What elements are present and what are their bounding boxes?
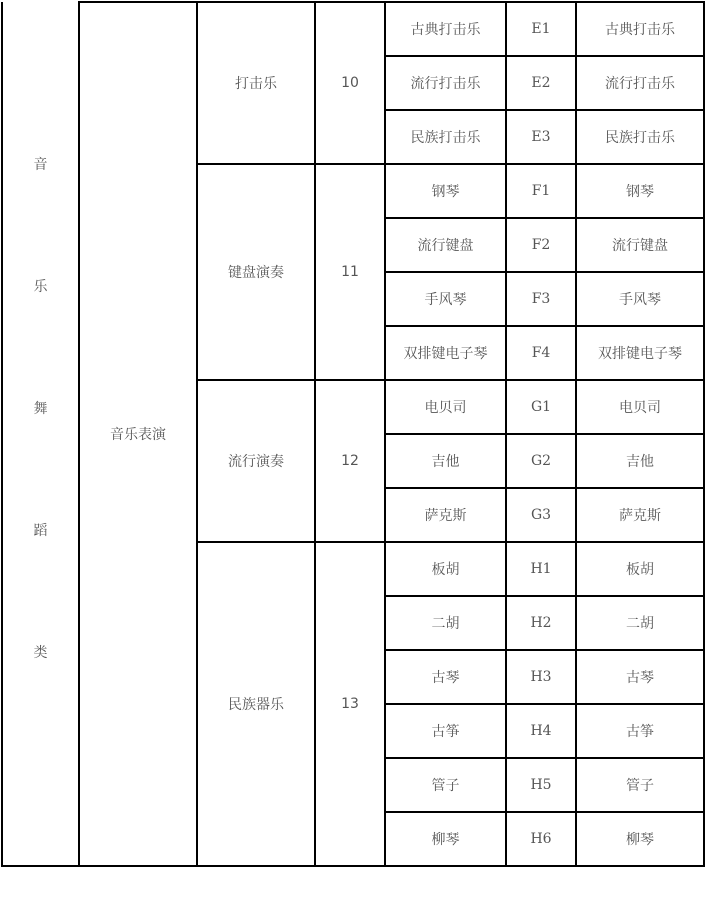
item-name2-cell: 萨克斯 — [576, 488, 704, 542]
item-name-cell: 吉他 — [385, 434, 506, 488]
item-name-cell: 钢琴 — [385, 164, 506, 218]
item-name2-cell: 古筝 — [576, 704, 704, 758]
item-name-cell: 双排键电子琴 — [385, 326, 506, 380]
item-name2-cell: 管子 — [576, 758, 704, 812]
item-code-cell: H5 — [506, 758, 576, 812]
category-char: 蹈 — [33, 522, 48, 539]
item-name-cell: 古琴 — [385, 650, 506, 704]
item-code-cell: F1 — [506, 164, 576, 218]
group-name-cell: 流行演奏 — [197, 380, 315, 542]
item-code-cell: E2 — [506, 56, 576, 110]
item-name-cell: 萨克斯 — [385, 488, 506, 542]
group-name-cell: 打击乐 — [197, 2, 315, 164]
item-name2-cell: 柳琴 — [576, 812, 704, 866]
item-code-cell: H6 — [506, 812, 576, 866]
item-name2-cell: 吉他 — [576, 434, 704, 488]
item-name-cell: 管子 — [385, 758, 506, 812]
item-name2-cell: 二胡 — [576, 596, 704, 650]
item-name2-cell: 电贝司 — [576, 380, 704, 434]
item-code-cell: E1 — [506, 2, 576, 56]
item-name-cell: 民族打击乐 — [385, 110, 506, 164]
item-code-cell: G3 — [506, 488, 576, 542]
item-code-cell: F3 — [506, 272, 576, 326]
item-name2-cell: 钢琴 — [576, 164, 704, 218]
item-name2-cell: 流行打击乐 — [576, 56, 704, 110]
item-name-cell: 板胡 — [385, 542, 506, 596]
group-code-cell: 13 — [315, 542, 385, 866]
category-char: 类 — [33, 644, 48, 661]
category-table — [1, 1, 705, 867]
item-name-cell: 流行打击乐 — [385, 56, 506, 110]
group-code-cell: 10 — [315, 2, 385, 164]
subcategory-cell: 音乐表演 — [79, 2, 197, 866]
category-char: 音 — [33, 156, 48, 173]
item-code-cell: F4 — [506, 326, 576, 380]
item-name-cell: 流行键盘 — [385, 218, 506, 272]
item-name2-cell: 手风琴 — [576, 272, 704, 326]
item-code-cell: H3 — [506, 650, 576, 704]
category-char: 乐 — [33, 278, 48, 295]
item-name-cell: 古典打击乐 — [385, 2, 506, 56]
item-code-cell: H2 — [506, 596, 576, 650]
item-name2-cell: 板胡 — [576, 542, 704, 596]
item-code-cell: G1 — [506, 380, 576, 434]
item-name-cell: 二胡 — [385, 596, 506, 650]
item-name2-cell: 古典打击乐 — [576, 2, 704, 56]
item-name-cell: 电贝司 — [385, 380, 506, 434]
item-name2-cell: 民族打击乐 — [576, 110, 704, 164]
group-name-cell: 民族器乐 — [197, 542, 315, 866]
category-cell — [2, 2, 79, 866]
group-name-cell: 键盘演奏 — [197, 164, 315, 380]
item-code-cell: H1 — [506, 542, 576, 596]
table-row — [2, 2, 704, 56]
item-name2-cell: 古琴 — [576, 650, 704, 704]
item-name2-cell: 双排键电子琴 — [576, 326, 704, 380]
item-name2-cell: 流行键盘 — [576, 218, 704, 272]
category-char: 舞 — [33, 400, 48, 417]
item-name-cell: 古筝 — [385, 704, 506, 758]
item-name-cell: 手风琴 — [385, 272, 506, 326]
item-code-cell: G2 — [506, 434, 576, 488]
item-code-cell: H4 — [506, 704, 576, 758]
item-code-cell: E3 — [506, 110, 576, 164]
group-code-cell: 11 — [315, 164, 385, 380]
group-code-cell: 12 — [315, 380, 385, 542]
item-code-cell: F2 — [506, 218, 576, 272]
item-name-cell: 柳琴 — [385, 812, 506, 866]
